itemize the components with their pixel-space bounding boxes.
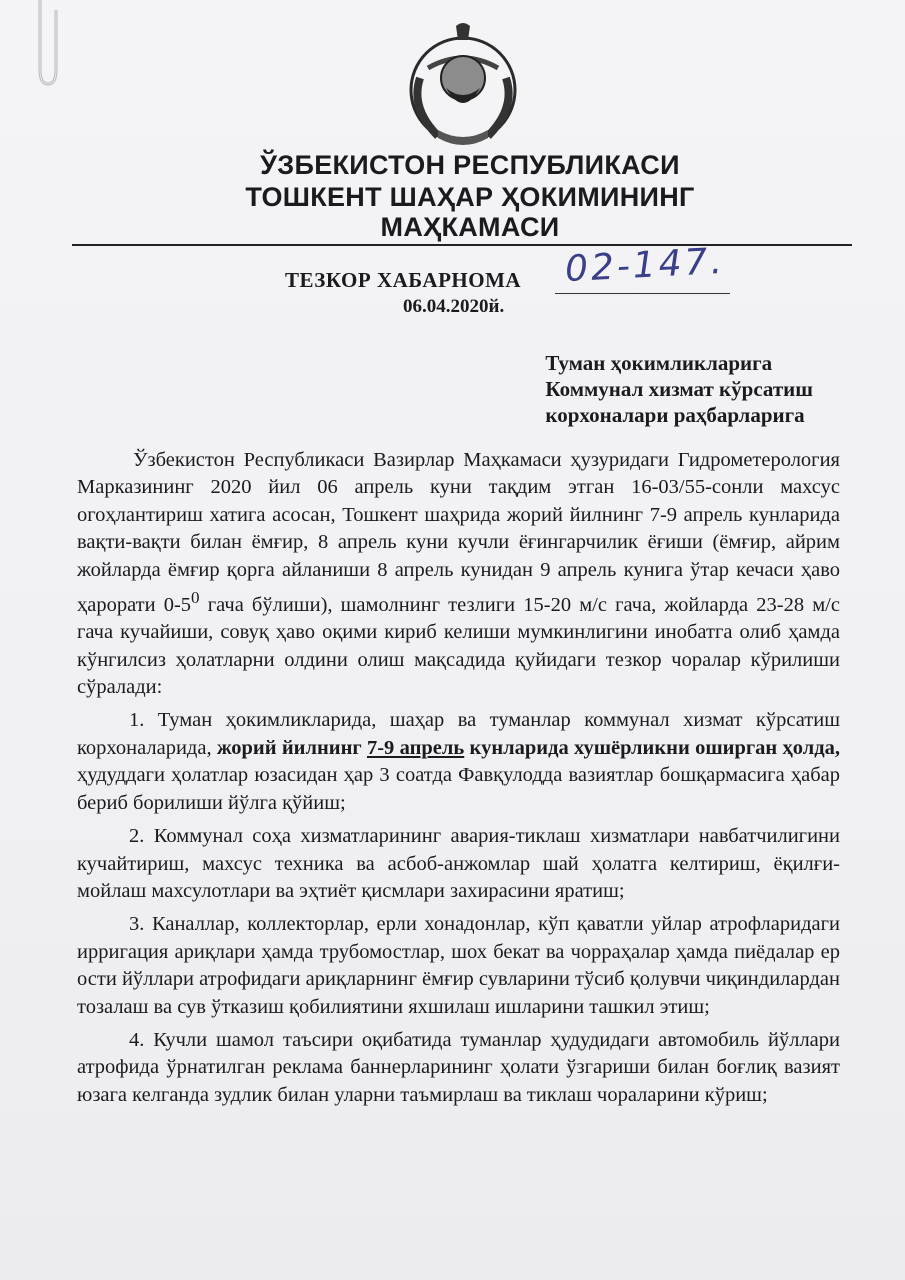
notice-number-handwritten: 02-147. — [564, 240, 726, 291]
item-1-paragraph — [77, 707, 840, 817]
addressee-line-1: Туман ҳокимликларига — [545, 351, 773, 375]
notice-number-underline — [555, 293, 730, 294]
item-1-bold-b: кунларида хушёрликни оширган ҳолда, — [464, 736, 840, 759]
item-2-paragraph: 2. Коммунал соҳа хизматларининг авария-тиклаш хизматлари навбатчилигини кучайтириш, махсус техника ва асбоб-анжомлар шай ҳолатга келтириш, ёқилғи-мойлаш махсулотлари ва эҳтиёт қисмлари захирасини яратиш; — [77, 825, 840, 902]
org-name-line-1: ЎЗБЕКИСТОН РЕСПУБЛИКАСИ — [260, 150, 680, 180]
state-emblem-icon — [398, 18, 528, 158]
intro-text-b: гача бўлиши), шамолнинг тезлиги 15-20 м/с гача, жойларда 23-28 м/с гача кучайиши, совуқ ҳаво оқими кириб келиши мумкинлигини инобатга олиб ҳамда кўнгилсиз ҳолатларни олдини олиш мақсадида қуйидаги тезкор чоралар кўрилиши сўралади: — [77, 593, 840, 699]
addressee-block — [545, 350, 813, 428]
org-name-line-2: ТОШКЕНТ ШАҲАР ҲОКИМИНИНГ — [245, 182, 695, 212]
intro-superscript: 0 — [191, 588, 200, 608]
addressee-line-2: Коммунал хизмат кўрсатиш — [545, 377, 813, 401]
item-1-bold-a: жорий йилнинг — [216, 736, 367, 759]
item-1-post: ҳудуддаги ҳолатлар юзасидан ҳар 3 соатда Фавқулодда вазиятлар бошқармасига ҳабар бериб борилиши йўлга қўйиш; — [77, 764, 840, 814]
addressee-line-3: корхоналари раҳбарларига — [545, 403, 805, 427]
intro-text-a: Ўзбекистон Республикаси Вазирлар Маҳкамаси ҳузуридаги Гидрометерология Марказининг 2020 йил 06 апрель куни тақдим этган 16-03/55-сонли махсус огоҳлантириш хатига асосан, Тошкент шаҳрида жорий йилнинг 7-9 апрель кунларида вақти-вақти билан ёмғир, 8 апрель куни кучли ёғингарчилик ёғиши (ёмғир, айрим жойларда ёмғир қорга айланиши 8 апрель кунидан 9 апрель кунига ўтар кечаси ҳаво ҳарорати 0-5 — [77, 449, 840, 616]
notice-date: 06.04.2020й. — [403, 296, 505, 317]
item-1-pre: 1. Туман ҳокимликларида, шаҳар ва туманлар коммунал хизмат кўрсатиш корхоналарида, — [77, 709, 840, 759]
org-name-line-3: МАҲКАМАСИ — [380, 212, 560, 242]
item-4-paragraph: 4. Кучли шамол таъсири оқибатида туманлар ҳудудидаги автомобиль йўллари атрофида ўрнатилган реклама баннерларининг ҳолати ўзгариши билан боғлиқ вазият юзага келганда зудлик билан уларни таъмирлаш ва тиклаш чораларини кўриш; — [77, 1028, 840, 1106]
header-divider — [72, 244, 852, 246]
notice-title: ТЕЗКОР ХАБАРНОМА — [285, 268, 522, 292]
paperclip-icon — [30, 0, 64, 90]
item-1-bold-underlined: 7-9 апрель — [366, 736, 465, 759]
document-body — [77, 447, 840, 1115]
item-3-paragraph: 3. Каналлар, коллекторлар, ерли хонадонлар, кўп қаватли уйлар атрофларидаги ирригация ариқлари ҳамда трубомостлар, шох бекат ва чорраҳалар ҳамда пиёдалар ер ости йўллари атрофидаги ариқларнинг ёмғир сувларини тўсиб қолувчи чиқиндилардан тозалаш ва сув ўтказиш қобилиятини яхшилаш ишларини ташкил этиш; — [77, 913, 840, 1018]
intro-paragraph — [77, 447, 840, 701]
